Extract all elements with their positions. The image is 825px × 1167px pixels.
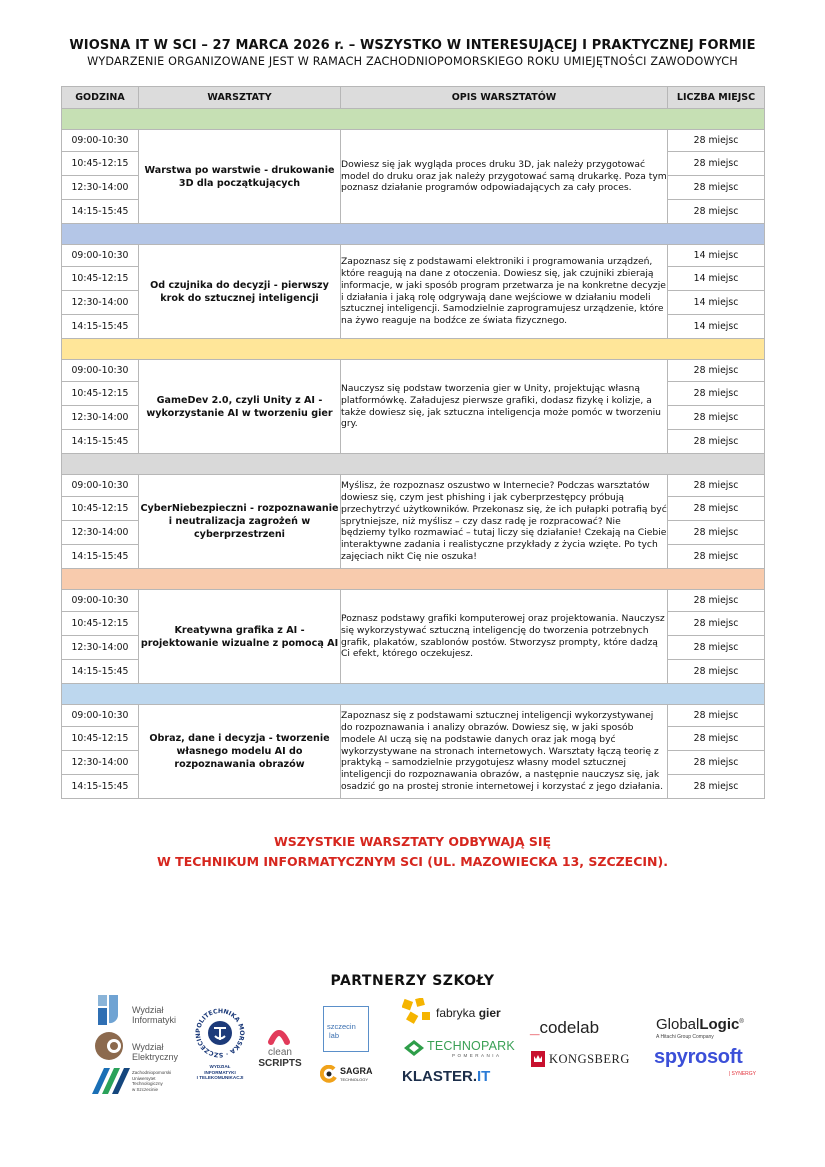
seats-cell: 28 miejsc <box>668 475 765 497</box>
table-row <box>62 130 765 152</box>
time-cell: 10:45-12:15 <box>62 612 139 636</box>
time-cell: 14:15-15:45 <box>62 660 139 684</box>
zut-mark-icon <box>90 1066 130 1096</box>
column-header-seats: LICZBA MIEJSC <box>668 87 765 109</box>
we-line1: Wydział <box>132 1042 164 1052</box>
workshop-color-band <box>62 109 765 130</box>
workshop-color-band <box>62 224 765 245</box>
workshop-color-band <box>62 339 765 360</box>
seats-cell: 28 miejsc <box>668 430 765 454</box>
clean-scripts-logo <box>254 1024 306 1076</box>
workshop-description: Poznasz podstawy grafiki komputerowej oraz projektowania. Nauczysz się wykorzystywać sztuczną inteligencję do tworzenia potrzebnych grafik, plakatów, szablonów postów. Stworzysz prompty, które dadzą Ci efekt, którego oczekujesz. <box>341 590 668 684</box>
time-cell: 09:00-10:30 <box>62 475 139 497</box>
fabryka-gier-logo <box>402 998 512 1028</box>
pm-line3: I TELEKOMUNIKACJI <box>196 1075 244 1081</box>
workshop-description: Zapoznasz się z podstawami elektroniki i programowania urządzeń, które reagują na dane z otoczenia. Dowiesz się, jak czujniki zbierają informacje, w jaki sposób program przetwarza je na konkretne decyzje i działania i jaką rolę odgrywają dane wejściowe w działaniu modeli sztucznej inteligencji. Samodzielnie zaprogramujesz urządzenie, które na żywo reaguje na bodźce ze świata fizycznego. <box>341 245 668 339</box>
column-header-workshops: WARSZTATY <box>139 87 341 109</box>
technopark-logo <box>402 1038 515 1060</box>
clean-line1: clean <box>268 1047 292 1058</box>
globallogic-a: Global <box>656 1016 700 1033</box>
clean-line2: SCRIPTS <box>258 1058 302 1069</box>
location-note <box>0 832 825 872</box>
we-mark-icon <box>94 1030 126 1062</box>
globallogic-sub: A Hitachi Group Company <box>656 1034 714 1040</box>
partners-title: PARTNERZY SZKOŁY <box>330 973 495 989</box>
seats-cell: 14 miejsc <box>668 315 765 339</box>
pm-ring-text: POLITECHNIKA MORSKA · SZCZECIN <box>194 1007 246 1059</box>
workshop-description: Myślisz, że rozpoznasz oszustwo w Internecie? Podczas warsztatów dowiesz się, czym jest phishing i jak cyberprzestępcy próbują przechytrzyć użytkowników. Przekonasz się, że ich pułapki potrafią być sprytniejsze, niż myślisz – czy dasz radę je rozpracować? Nie będziemy tylko rozmawiać – tutaj liczy się działanie! Czekają na Ciebie interaktywne zadania i realistyczne przykłady z życia wzięte. Po tych zajęciach nikt Cię nie oszuka! <box>341 475 668 569</box>
klaster-it-logo <box>402 1068 512 1092</box>
workshop-color-band-cell <box>62 569 765 590</box>
workshop-name: Kreatywna grafika z AI - projektowanie wizualne z pomocą AI <box>139 590 341 684</box>
seats-cell: 28 miejsc <box>668 360 765 382</box>
table-row <box>62 590 765 612</box>
workshop-description: Dowiesz się jak wygląda proces druku 3D, jak należy przygotować model do druku oraz jak należy przygotować samą drukarkę. Poza tym poznasz działanie programów odpowiadających za cały proces. <box>341 130 668 224</box>
time-cell: 12:30-14:00 <box>62 636 139 660</box>
kongsberg-name: KONGSBERG <box>549 1052 630 1066</box>
zut-line2: Uniwersytet <box>132 1075 156 1081</box>
time-cell: 10:45-12:15 <box>62 497 139 521</box>
globallogic-b: Logic <box>699 1016 740 1033</box>
workshop-name: CyberNiebezpieczni - rozpoznawanie i neutralizacja zagrożeń w cyberprzestrzeni <box>139 475 341 569</box>
fabryka-gier-b: gier <box>478 1006 501 1020</box>
seats-cell: 28 miejsc <box>668 176 765 200</box>
workshop-name: GameDev 2.0, czyli Unity z AI - wykorzystanie AI w tworzeniu gier <box>139 360 341 454</box>
workshop-color-band-cell <box>62 109 765 130</box>
spyrosoft-logo <box>654 1046 762 1082</box>
workshop-color-band-cell <box>62 224 765 245</box>
time-cell: 09:00-10:30 <box>62 705 139 727</box>
time-cell: 12:30-14:00 <box>62 176 139 200</box>
time-cell: 12:30-14:00 <box>62 751 139 775</box>
seats-cell: 28 miejsc <box>668 200 765 224</box>
codelab-name: codelab <box>539 1018 600 1037</box>
time-cell: 09:00-10:30 <box>62 245 139 267</box>
technopark-mark-icon <box>402 1038 426 1058</box>
workshop-color-band-cell <box>62 454 765 475</box>
table-row <box>62 475 765 497</box>
table-row <box>62 705 765 727</box>
time-cell: 09:00-10:30 <box>62 130 139 152</box>
seats-cell: 28 miejsc <box>668 660 765 684</box>
seats-cell: 28 miejsc <box>668 130 765 152</box>
technopark-name: TECHNOPARK <box>427 1039 515 1053</box>
szlab-line2: lab <box>329 1031 340 1040</box>
seats-cell: 28 miejsc <box>668 612 765 636</box>
page-subtitle: WYDARZENIE ORGANIZOWANE JEST W RAMACH ZACHODNIOPOMORSKIEGO ROKU UMIEJĘTNOŚCI ZAWODOWYCH <box>87 55 738 68</box>
time-cell: 10:45-12:15 <box>62 267 139 291</box>
codelab-logo <box>530 1018 640 1040</box>
seats-cell: 14 miejsc <box>668 291 765 315</box>
workshop-name: Warstwa po warstwie - drukowanie 3D dla początkujących <box>139 130 341 224</box>
wi-line1: Wydział <box>132 1005 164 1015</box>
workshop-color-band-cell <box>62 684 765 705</box>
workshop-description: Nauczysz się podstaw tworzenia gier w Unity, projektując własną platformówkę. Załadujesz pierwsze grafiki, dodasz fizykę i kolizje, a także dowiesz się, jak sztuczna inteligencja może pomóc w tworzeniu gry. <box>341 360 668 454</box>
seats-cell: 14 miejsc <box>668 267 765 291</box>
seats-cell: 28 miejsc <box>668 497 765 521</box>
location-note-line1: WSZYSTKIE WARSZTATY ODBYWAJĄ SIĘ <box>273 834 552 849</box>
time-cell: 12:30-14:00 <box>62 406 139 430</box>
seats-cell: 28 miejsc <box>668 751 765 775</box>
kongsberg-logo <box>530 1050 642 1072</box>
sagra-name: SAGRA <box>340 1066 373 1076</box>
seats-cell: 28 miejsc <box>668 636 765 660</box>
spyrosoft-sub: | SYNERGY <box>728 1071 756 1077</box>
klaster-it-b: IT <box>477 1068 491 1085</box>
we-logo <box>94 1030 189 1064</box>
time-cell: 14:15-15:45 <box>62 775 139 799</box>
clean-scripts-mark-icon <box>267 1024 291 1046</box>
time-cell: 12:30-14:00 <box>62 521 139 545</box>
sagra-sub: TECHNOLOGY <box>340 1077 369 1082</box>
seats-cell: 14 miejsc <box>668 245 765 267</box>
zut-line3: Technologiczny <box>132 1081 163 1086</box>
workshop-color-band <box>62 684 765 705</box>
sagra-logo <box>320 1064 380 1086</box>
time-cell: 14:15-15:45 <box>62 430 139 454</box>
seats-cell: 28 miejsc <box>668 406 765 430</box>
spyrosoft-name: spyrosoft <box>654 1046 743 1068</box>
seats-cell: 28 miejsc <box>668 590 765 612</box>
seats-cell: 28 miejsc <box>668 705 765 727</box>
pm-line1: WYDZIAŁ <box>209 1064 231 1069</box>
seats-cell: 28 miejsc <box>668 521 765 545</box>
workshop-description: Zapoznasz się z podstawami sztucznej inteligencji wykorzystywanej do rozpoznawania i analizy obrazów. Dowiesz się, w jaki sposób modele AI uczą się na podstawie danych oraz jak mogą być wykorzystywane na stronach internetowych. Warsztaty łączą teorię z praktyką – samodzielnie przygotujesz własny model sztucznej inteligencji do rozpoznawania obrazów, a następnie nauczysz się, jak osadzić go na prostej stronie internetowej i korzystać z jego działania. <box>341 705 668 799</box>
workshop-name: Od czujnika do decyzji - pierwszy krok do sztucznej inteligencji <box>139 245 341 339</box>
seats-cell: 28 miejsc <box>668 775 765 799</box>
wi-mark-icon <box>94 993 122 1027</box>
time-cell: 14:15-15:45 <box>62 315 139 339</box>
sagra-mark-icon <box>320 1065 338 1083</box>
zut-line1: Zachodniopomorski <box>132 1070 172 1075</box>
pm-line2: INFORMATYKI <box>204 1069 236 1075</box>
fabryka-gier-a: fabryka <box>436 1006 476 1020</box>
time-cell: 14:15-15:45 <box>62 545 139 569</box>
page-title: WIOSNA IT W SCI – 27 MARCA 2026 r. – WSZYSTKO W INTERESUJĄCEJ I PRAKTYCZNEJ FORMIE <box>69 38 756 53</box>
location-note-line2: W TECHNIKUM INFORMATYCZNYM SCI (UL. MAZOWIECKA 13, SZCZECIN). <box>157 854 668 869</box>
column-header-time: GODZINA <box>62 87 139 109</box>
we-line2: Elektryczny <box>132 1052 179 1062</box>
time-cell: 10:45-12:15 <box>62 727 139 751</box>
zut-line4: w Szczecinie <box>132 1086 159 1092</box>
wi-line2: Informatyki <box>132 1015 177 1025</box>
schedule-body <box>62 109 765 799</box>
time-cell: 09:00-10:30 <box>62 360 139 382</box>
globallogic-logo <box>656 1016 766 1046</box>
time-cell: 10:45-12:15 <box>62 382 139 406</box>
seats-cell: 28 miejsc <box>668 545 765 569</box>
seats-cell: 28 miejsc <box>668 382 765 406</box>
wi-logo <box>94 993 184 1027</box>
schedule-table <box>61 86 765 799</box>
time-cell: 10:45-12:15 <box>62 152 139 176</box>
pm-logo <box>192 1002 248 1098</box>
szlab-line1: szczecin <box>327 1022 356 1031</box>
workshop-color-band <box>62 454 765 475</box>
globallogic-sup: ® <box>739 1019 744 1025</box>
kongsberg-crown-icon <box>530 1050 546 1068</box>
column-header-description: OPIS WARSZTATÓW <box>341 87 668 109</box>
table-row <box>62 360 765 382</box>
workshop-color-band-cell <box>62 339 765 360</box>
pm-emblem-icon <box>192 1002 248 1064</box>
workshop-name: Obraz, dane i decyzja - tworzenie własnego modelu AI do rozpoznawania obrazów <box>139 705 341 799</box>
technopark-sub: POMERANIA <box>452 1053 502 1058</box>
zut-logo <box>90 1066 195 1102</box>
workshop-color-band <box>62 569 765 590</box>
seats-cell: 28 miejsc <box>668 727 765 751</box>
time-cell: 14:15-15:45 <box>62 200 139 224</box>
fabryka-gier-mark-icon <box>402 998 436 1028</box>
table-header-row <box>62 87 765 109</box>
szczecin-lab-logo <box>323 1006 369 1052</box>
codelab-prefix: _ <box>530 1018 540 1037</box>
table-row <box>62 245 765 267</box>
klaster-it-a: KLASTER. <box>402 1068 477 1085</box>
time-cell: 12:30-14:00 <box>62 291 139 315</box>
time-cell: 09:00-10:30 <box>62 590 139 612</box>
seats-cell: 28 miejsc <box>668 152 765 176</box>
